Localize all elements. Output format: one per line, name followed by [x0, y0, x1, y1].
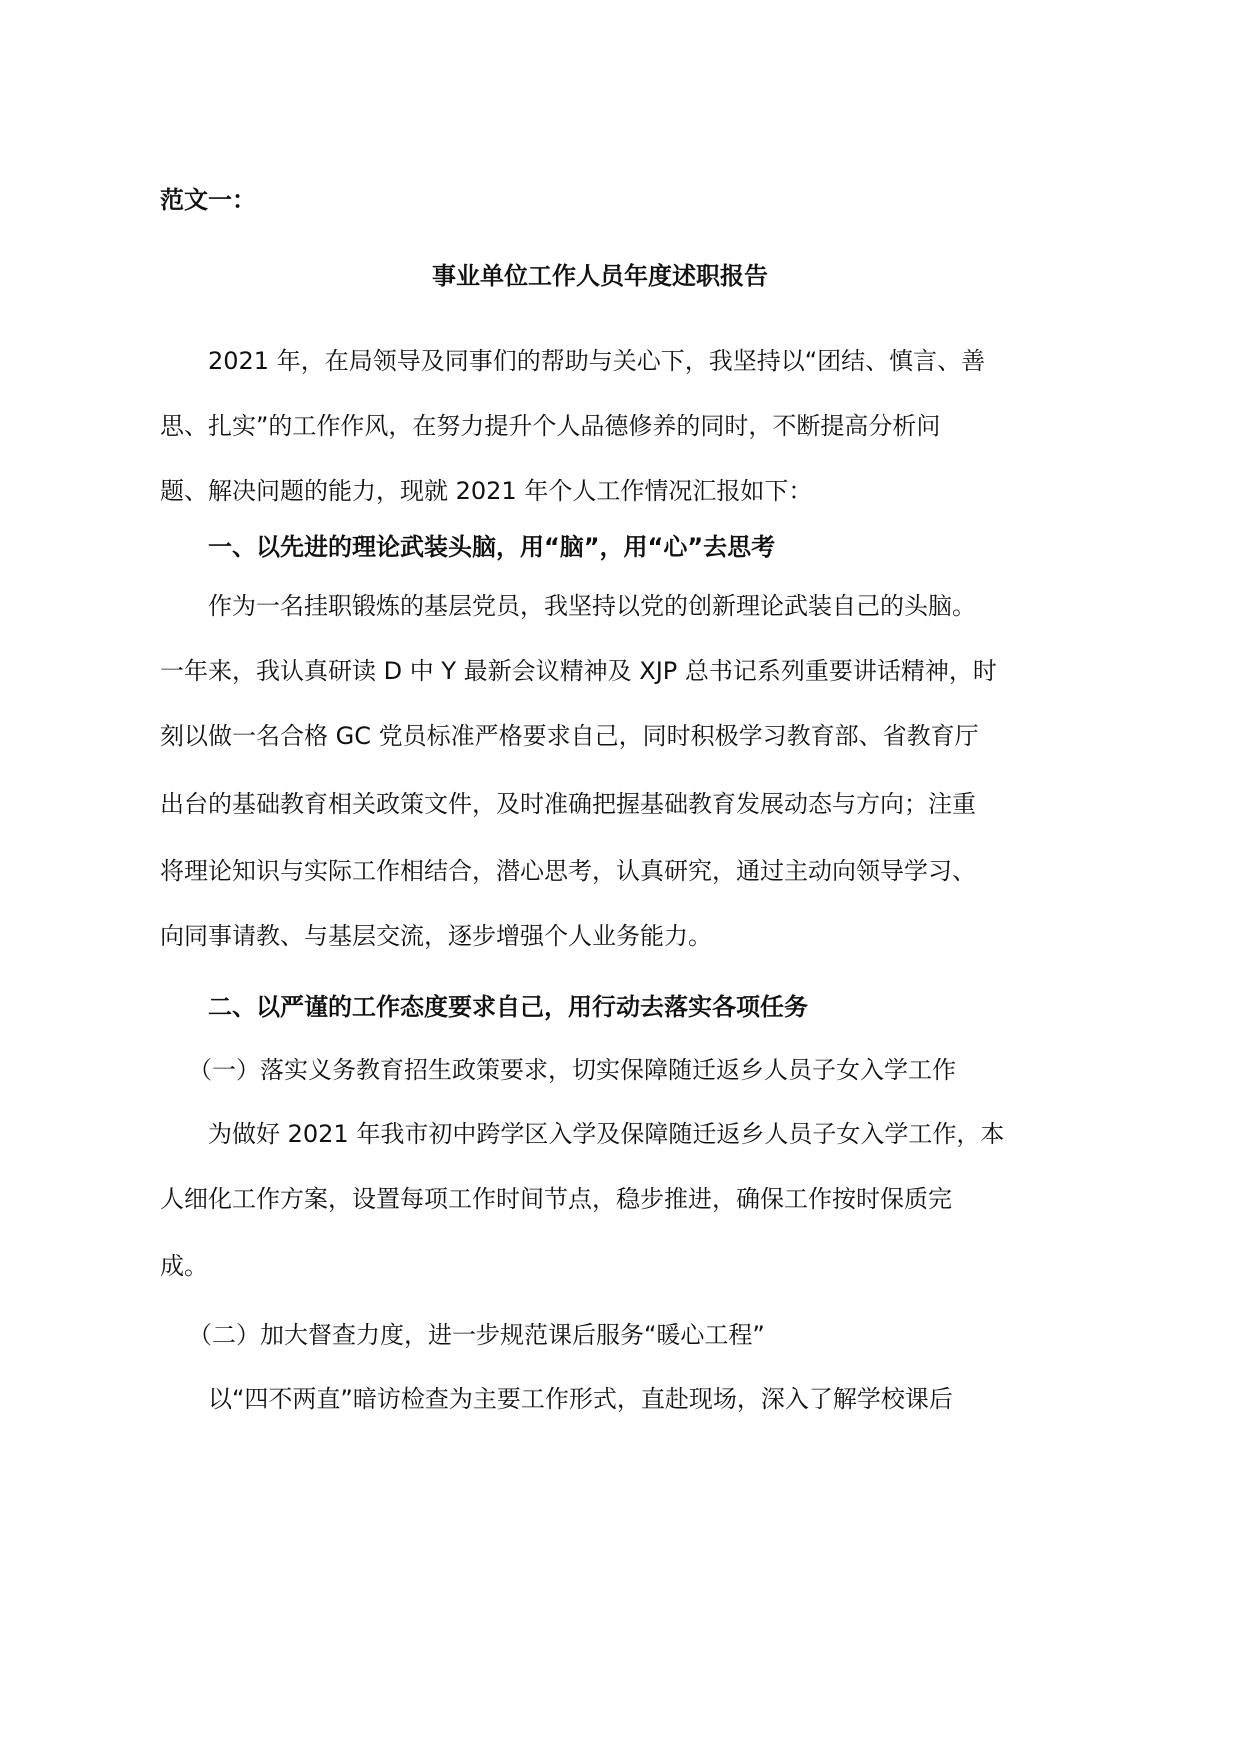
section1-line-1: 作为一名挂职锻炼的基层党员，我坚持以党的创新理论武装自己的头脑。 [208, 592, 976, 620]
sub1-line-3: 成。 [160, 1252, 208, 1280]
sub1-line-1: 为做好 2021 年我市初中跨学区入学及保障随迁返乡人员子女入学工作，本 [208, 1120, 1005, 1148]
section2-heading: 二、以严谨的工作态度要求自己，用行动去落实各项任务 [208, 993, 808, 1021]
intro-line-3: 题、解决问题的能力，现就 2021 年个人工作情况汇报如下： [160, 477, 813, 505]
intro-line-2: 思、扎实”的工作作风，在努力提升个人品德修养的同时，不断提高分析问 [160, 412, 941, 440]
section1-line-4-wrap [160, 788, 1040, 820]
sub1-line-1-wrap [160, 1118, 1040, 1150]
sub1-line-3-wrap [160, 1250, 1040, 1282]
sub1-line-2: 人细化工作方案，设置每项工作时间节点，稳步推进，确保工作按时保质完 [160, 1185, 952, 1213]
section1-line-5: 将理论知识与实际工作相结合，潜心思考，认真研究，通过主动向领导学习、 [160, 857, 976, 885]
intro-paragraph [160, 345, 1040, 377]
section1-line-2: 一年来，我认真研读 D 中 Y 最新会议精神及 XJP 总书记系列重要讲话精神，时 [160, 657, 997, 685]
section1-line-2-wrap [160, 655, 1040, 687]
section1-line-5-wrap [160, 855, 1040, 887]
section1-line-1-wrap [160, 590, 1040, 622]
section1-line-6: 向同事请教、与基层交流，逐步增强个人业务能力。 [160, 922, 712, 950]
section1-line-4: 出台的基础教育相关政策文件，及时准确把握基础教育发展动态与方向；注重 [160, 790, 976, 818]
intro-line-3-wrap [160, 475, 1040, 507]
section1-heading: 一、以先进的理论武装头脑，用“脑”，用“心”去思考 [208, 533, 776, 561]
sub1-line-2-wrap [160, 1183, 1040, 1215]
section2-sub1-heading: （一）落实义务教育招生政策要求，切实保障随迁返乡人员子女入学工作 [188, 1056, 956, 1084]
section1-line-3-wrap [160, 720, 1040, 752]
intro-line-1: 2021 年，在局领导及同事们的帮助与关心下，我坚持以“团结、慎言、善 [208, 347, 986, 375]
sub2-line-1: 以“四不两直”暗访检查为主要工作形式，直赴现场，深入了解学校课后 [208, 1385, 953, 1413]
section2-sub2-heading: （二）加大督查力度，进一步规范课后服务“暖心工程” [188, 1321, 765, 1349]
sample-label: 范文一： [160, 186, 256, 214]
section1-line-3: 刻以做一名合格 GC 党员标准严格要求自己，同时积极学习教育部、省教育厅 [160, 722, 979, 750]
sub2-line-1-wrap [160, 1383, 1040, 1415]
intro-line-2-wrap [160, 410, 1040, 442]
document-title: 事业单位工作人员年度述职报告 [432, 262, 768, 290]
section1-line-6-wrap [160, 920, 1040, 952]
